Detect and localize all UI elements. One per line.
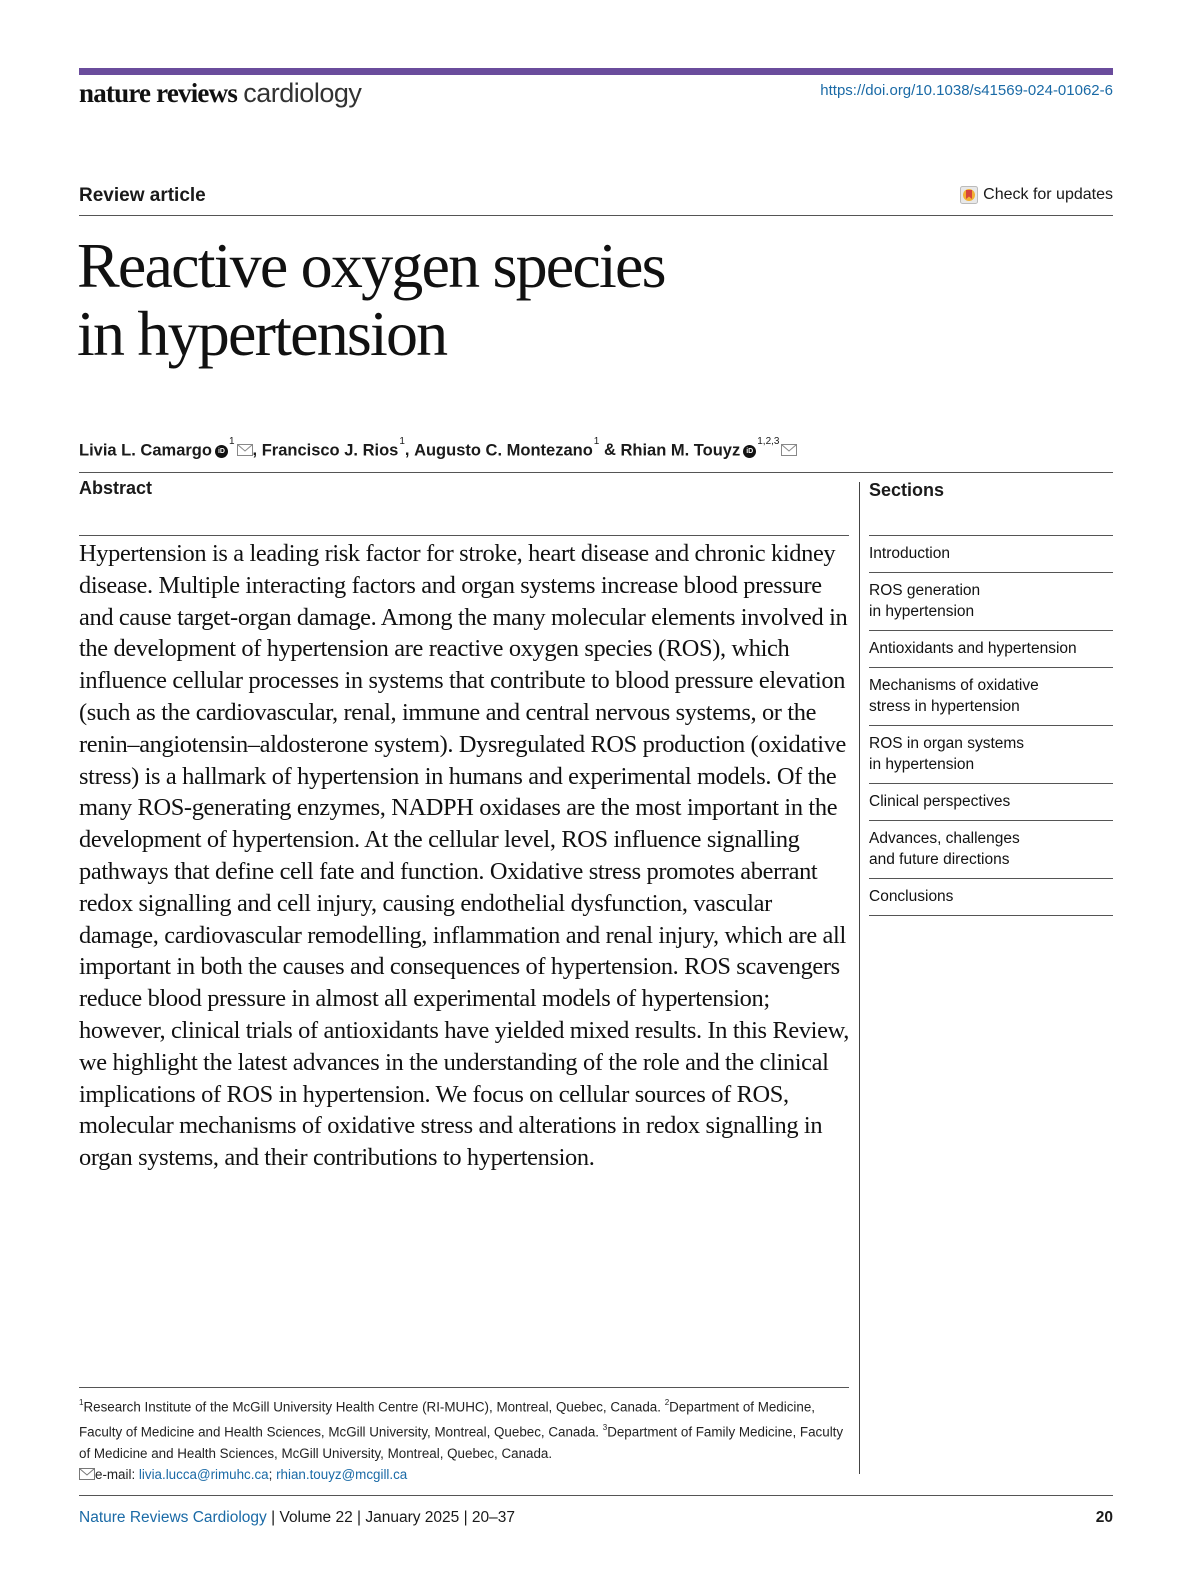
check-updates-label: Check for updates xyxy=(983,186,1113,203)
title-line-1: Reactive oxygen species xyxy=(77,230,665,301)
section-link-label: in hypertension xyxy=(869,603,975,620)
citation-footer xyxy=(79,1509,515,1527)
journal-logo-light: cardiology xyxy=(243,78,362,108)
journal-logo-bold: nature reviews xyxy=(79,78,238,108)
article-title xyxy=(77,232,665,368)
section-link-label: in hypertension xyxy=(869,756,975,773)
section-link[interactable] xyxy=(869,784,1113,821)
author[interactable] xyxy=(261,436,405,461)
title-line-2: in hypertension xyxy=(77,298,447,369)
section-link-label: stress in hypertension xyxy=(869,698,1020,715)
section-link-label: Advances, challenges xyxy=(869,830,1020,847)
affil-sup: 3 xyxy=(602,1422,608,1432)
author[interactable] xyxy=(79,436,253,461)
orcid-icon[interactable]: iD xyxy=(743,445,756,458)
section-link-label: Conclusions xyxy=(869,888,954,905)
affiliations-footnote xyxy=(79,1393,854,1486)
section-link-label: ROS generation xyxy=(869,582,981,599)
section-link[interactable] xyxy=(869,821,1113,879)
divider xyxy=(79,1387,849,1388)
section-link[interactable] xyxy=(869,668,1113,726)
journal-logo[interactable] xyxy=(79,78,361,109)
section-link-label: Mechanisms of oxidative xyxy=(869,677,1039,694)
affiliation-1: Research Institute of the McGill University Health Centre (RI-MUHC), Montreal, Quebec, Canada. xyxy=(83,1399,661,1415)
section-link[interactable] xyxy=(869,726,1113,784)
orcid-icon[interactable]: iD xyxy=(215,445,228,458)
section-link-label: ROS in organ systems xyxy=(869,735,1025,752)
abstract-text: Hypertension is a leading risk factor for stroke, heart disease and chronic kidney disease. Multiple interacting factors and organ systems increase blood pressure and cause target-organ damage. Among the many molecular elements involved in the development of hypertension are reactive oxygen species (ROS), which influence cellular processes in systems that contribute to blood pressure elevation (such as the cardiovascular, renal, immune and central nervous systems, or the renin–angiotensin–aldosterone system). Dysregulated ROS production (oxidative stress) is a hallmark of hypertension in humans and experimental models. Of the many ROS-generating enzymes, NADPH oxidases are the most important in the development of hypertension. At the cellular level, ROS influence signalling pathways that define cell fate and function. Oxidative stress promotes aberrant redox signalling and cell injury, causing endothelial dysfunction, vascular damage, cardiovascular remodelling, inflammation and renal injury, which are all important in both the causes and consequences of hypertension. ROS scavengers reduce blood pressure in almost all experimental models of hypertension; however, clinical trials of antioxidants have yielded mixed results. In this Review, we highlight the latest advances in the understanding of the role and the clinical implications of ROS in hypertension. We focus on cellular sources of ROS, molecular mechanisms of oxidative stress and alterations in redox signalling in organ systems, and their contributions to hypertension. xyxy=(79,540,850,1172)
section-link[interactable] xyxy=(869,631,1113,668)
check-for-updates-button[interactable] xyxy=(960,186,1113,204)
author-name: Livia L. Camargo xyxy=(79,441,212,460)
sections-heading: Sections xyxy=(869,480,945,500)
author-affiliation-sup: 1 xyxy=(399,436,405,447)
affiliation-2: Department of Medicine, Faculty of Medicine and Health Sciences, McGill University, Montreal, Quebec, Canada. xyxy=(79,1399,816,1440)
abstract-heading: Abstract xyxy=(79,478,153,498)
sections-nav xyxy=(869,535,1113,916)
author-name: Rhian M. Touyz xyxy=(620,441,741,460)
affil-sup: 1 xyxy=(79,1398,84,1407)
check-updates-icon xyxy=(960,186,978,204)
author-affiliation-sup: 1,2,3 xyxy=(757,436,780,447)
divider xyxy=(79,1495,1113,1496)
footer-citation: | Volume 22 | January 2025 | 20–37 xyxy=(271,1509,516,1526)
doi-link[interactable]: https://doi.org/10.1038/s41569-024-01062-6 xyxy=(820,82,1113,99)
section-link[interactable] xyxy=(869,536,1113,573)
email-separator: ; xyxy=(268,1467,273,1483)
email-icon[interactable] xyxy=(237,444,253,456)
divider xyxy=(79,215,1113,216)
author-separator: & xyxy=(599,441,621,460)
author-name: Augusto C. Montezano xyxy=(414,441,593,460)
author-affiliation-sup: 1 xyxy=(593,436,600,447)
footer-journal-link[interactable]: Nature Reviews Cardiology xyxy=(79,1509,267,1526)
email-link-2[interactable]: rhian.touyz@mcgill.ca xyxy=(276,1467,408,1483)
email-icon[interactable] xyxy=(781,444,797,456)
section-link[interactable] xyxy=(869,879,1113,916)
email-icon xyxy=(79,1468,95,1480)
page-number: 20 xyxy=(1095,1509,1113,1526)
column-divider xyxy=(859,482,860,1474)
section-link[interactable] xyxy=(869,573,1113,631)
email-link-1[interactable]: livia.lucca@rimuhc.ca xyxy=(138,1467,269,1483)
section-link-label: and future directions xyxy=(869,851,1010,868)
affil-sup: 2 xyxy=(664,1398,670,1407)
author-name: Francisco J. Rios xyxy=(261,441,399,460)
article-type: Review article xyxy=(79,185,206,206)
author-affiliation-sup: 1 xyxy=(228,436,235,447)
email-label: e-mail: xyxy=(95,1467,136,1483)
affiliation-3: Department of Family Medicine, Faculty of Medicine and Health Sciences, McGill University, Montreal, Quebec, Canada. xyxy=(79,1424,844,1461)
author[interactable] xyxy=(414,436,600,461)
author-separator: , xyxy=(404,441,415,460)
author-list xyxy=(79,436,797,461)
divider xyxy=(79,472,1113,473)
author-separator: , xyxy=(252,441,262,460)
header-accent-rule xyxy=(79,68,1113,75)
section-link-label: Antioxidants and hypertension xyxy=(869,640,1077,657)
author[interactable] xyxy=(620,436,797,461)
section-link-label: Clinical perspectives xyxy=(869,793,1011,810)
divider xyxy=(79,535,849,536)
section-link-label: Introduction xyxy=(869,545,950,562)
